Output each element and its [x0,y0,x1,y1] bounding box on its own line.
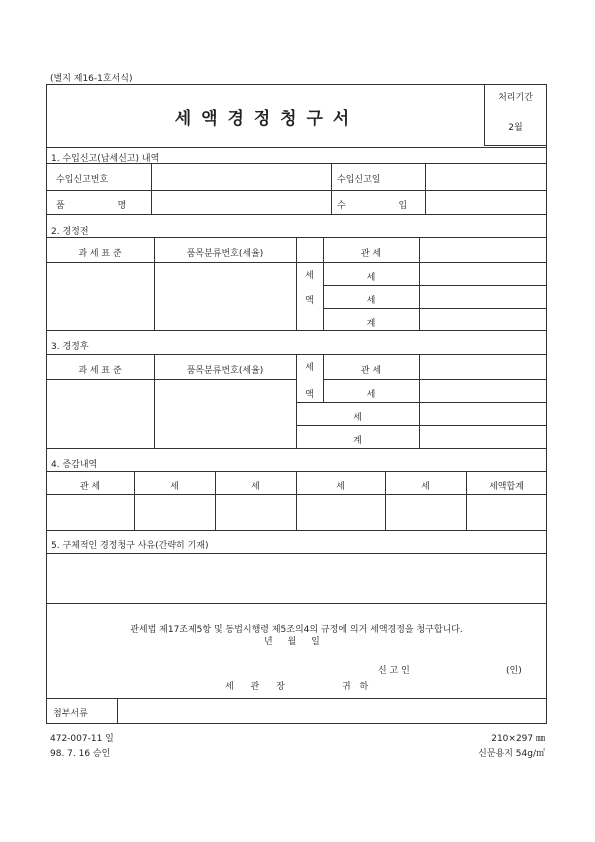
s3-row-customs: 관 세 [360,366,382,376]
import-number-label: 수입신고번호 [56,175,109,185]
declaration-date: 년 월 일 [264,637,320,647]
s3-hs-code-header: 품목분류번호(세율) [186,366,264,376]
paper-size: 210×297 ㎜ [491,734,545,744]
s3-tax-amount-a: 세 [305,363,314,373]
s2-row-customs: 관 세 [360,249,382,259]
s3-row-total: 계 [353,436,362,446]
declaration-statement: 관세법 제17조제5항 및 동법시행령 제5조의4의 규정에 의거 세액경정을 청구합니다. [130,625,463,635]
processing-period-value: 2월 [508,123,523,133]
item-name-label: 품 명 [56,201,127,211]
paper-type: 신문용지 54g/㎡ [478,749,545,759]
section2-heading: 2. 경정전 [51,227,89,237]
seal-mark: (인) [506,666,522,676]
s2-row-tax1: 세 [366,273,376,283]
processing-period-label: 처리기간 [498,93,533,103]
s4-col-tax3: 세 [336,482,345,492]
s3-row-tax1: 세 [366,390,376,400]
form-number: 472-007-11 일 [50,734,114,744]
s3-tax-amount-b: 액 [305,390,314,400]
section4-heading: 4. 증감내역 [51,460,98,470]
document-title-text: 세 액 경 정 청 구 서 [174,109,352,129]
section1-heading: 1. 수입신고(납세신고) 내역 [51,154,160,164]
document-title [48,104,478,129]
applicant-label: 신 고 인 [378,666,410,676]
quantity-label: 수 입 [337,201,408,211]
s2-row-total: 계 [366,319,376,329]
s2-tax-amount-a: 세 [305,271,314,281]
honorific-label: 귀 하 [342,682,369,692]
s2-row-tax2: 세 [366,296,376,306]
form-reference: (별지 제16-1호서식) [50,74,133,84]
attachments-label: 첨부서류 [53,709,88,719]
approval-date: 98. 7. 16 승인 [50,749,111,759]
reason-field[interactable] [47,554,546,602]
s2-hs-code-header: 품목분류번호(세율) [186,249,264,259]
s4-col-tax4: 세 [421,482,430,492]
s3-row-tax2: 세 [353,413,362,423]
s4-col-tax2: 세 [251,482,260,492]
s4-col-tax1: 세 [170,482,179,492]
s3-tax-base-header: 과 세 표 준 [78,366,122,376]
section5-heading: 5. 구체적인 경정청구 사유(간략히 기재) [51,541,209,551]
section3-heading: 3. 경정후 [51,342,89,352]
addressee-label: 세 관 장 [225,682,285,692]
s4-col-customs: 관 세 [79,482,101,492]
s2-tax-base-header: 과 세 표 준 [78,249,122,259]
s2-tax-amount-b: 액 [305,296,314,306]
s4-col-total: 세액합계 [489,482,524,492]
import-date-label: 수입신고일 [337,175,381,185]
